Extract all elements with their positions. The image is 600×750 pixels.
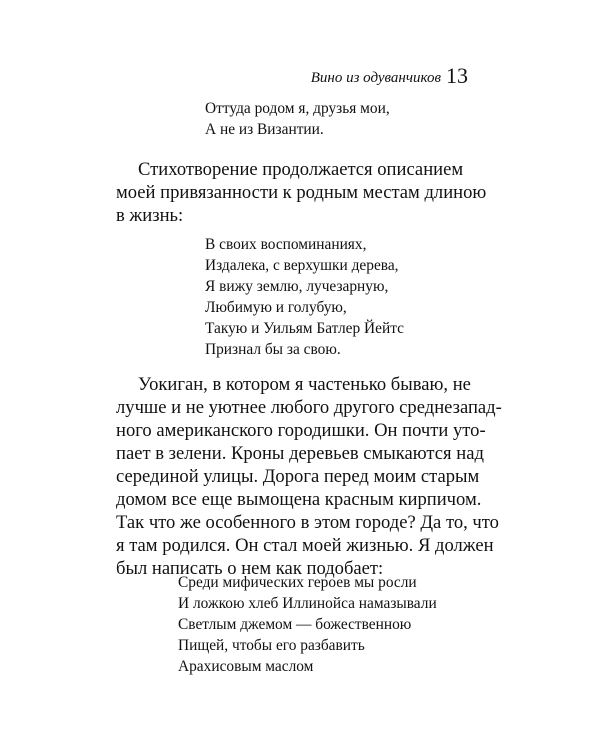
prose-line: был написать о нем как подобает: xyxy=(116,558,384,579)
verse-line: Любимую и голубую, xyxy=(205,299,347,316)
prose-line: ного американского городишки. Он почти уто- xyxy=(116,420,486,441)
prose-line: моей привязанности к родным местам длиною xyxy=(116,182,487,203)
verse-quote-3 xyxy=(178,572,437,677)
verse-line: Такую и Уильям Батлер Йейтс xyxy=(205,320,404,337)
verse-line: Арахисовым маслом xyxy=(178,658,314,675)
verse-line: Издалека, с верхушки дерева, xyxy=(205,257,399,274)
prose-paragraph-2 xyxy=(116,373,502,580)
prose-line: в жизнь: xyxy=(116,205,184,226)
verse-line: Я вижу землю, лучезарную, xyxy=(205,278,389,295)
running-title: Вино из одуванчиков xyxy=(310,70,441,86)
prose-line: Так что же особенного в этом городе? Да то, что xyxy=(116,512,499,533)
verse-line: Оттуда родом я, друзья мои, xyxy=(205,100,390,117)
prose-line: я там родился. Он стал моей жизнью. Я должен xyxy=(116,535,494,556)
verse-quote-2 xyxy=(205,234,404,360)
page-number: 13 xyxy=(446,63,468,88)
prose-paragraph-1 xyxy=(116,158,487,227)
verse-line: В своих воспоминаниях, xyxy=(205,236,367,253)
verse-line: И ложкою хлеб Иллинойса намазывали xyxy=(178,595,437,612)
prose-line: серединой улицы. Дорога перед моим старым xyxy=(116,466,480,487)
verse-line: Пищей, чтобы его разбавить xyxy=(178,637,365,654)
prose-line: Уокиган, в котором я частенько бываю, не xyxy=(138,374,471,395)
prose-line: домом все еще вымощена красным кирпичом. xyxy=(116,489,482,510)
verse-line: Светлым джемом — божественною xyxy=(178,616,412,633)
verse-quote-1 xyxy=(205,98,390,140)
verse-line: Среди мифических героев мы росли xyxy=(178,574,417,591)
verse-line: А не из Византии. xyxy=(205,121,324,138)
prose-line: Стихотворение продолжается описанием xyxy=(138,159,464,180)
verse-line: Признал бы за свою. xyxy=(205,341,341,358)
prose-line: пает в зелени. Кроны деревьев смыкаются над xyxy=(116,443,484,464)
prose-line: лучше и не уютнее любого другого среднезапад- xyxy=(116,397,502,418)
